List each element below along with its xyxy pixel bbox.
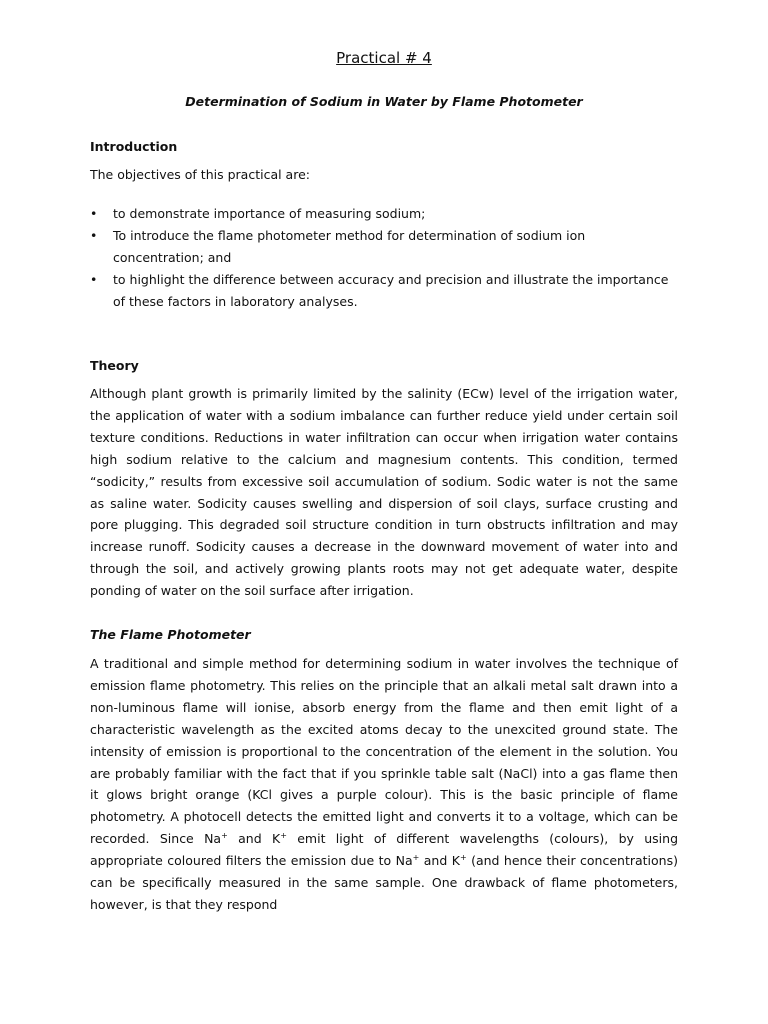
superscript-plus: + <box>459 853 467 862</box>
list-item <box>90 203 678 225</box>
paragraph-text: and K <box>227 831 281 847</box>
superscript-plus: + <box>221 831 228 841</box>
list-item-text: to demonstrate importance of measuring sodium; <box>113 206 426 221</box>
introduction-heading: Introduction <box>90 139 178 154</box>
paragraph-text: (and hence their concentrations) can be specifically measured in the same sample. One drawback of flame photometers, however, is that they respond <box>90 853 678 912</box>
list-item-text: to highlight the difference between accuracy and precision and illustrate the importance of these factors in laboratory analyses. <box>113 271 669 309</box>
page-subtitle: Determination of Sodium in Water by Flame Photometer <box>185 94 583 109</box>
theory-paragraph: Although plant growth is primarily limited by the salinity (ECw) level of the irrigation water, the application of water with a sodium imbalance can further reduce yield under certain soil texture conditions. Reductions in water infiltration can occur when irrigation water contains high sodium relative to the calcium and magnesium contents. This condition, termed “sodicity,” results from excessive soil accumulation of sodium. Sodic water is not the same as saline water. Sodicity causes swelling and dispersion of soil clays, surface crusting and pore plugging. This degraded soil structure condition in turn obstructs infiltration and may increase runoff. Sodicity causes a decrease in the downward movement of water into and through the soil, and actively growing plants roots may not get adequate water, despite ponding of water on the soil surface after irrigation. <box>90 386 678 599</box>
theory-heading: Theory <box>90 358 139 373</box>
paragraph-text: A traditional and simple method for determining sodium in water involves the technique of emission flame photometry. This relies on the principle that an alkali metal salt drawn into a non-luminous flame will ionise, absorb energy from the flame and then emit light of a characteristic wavelength as the excited atoms decay to the unexcited ground state. The intensity of emission is proportional to the concentration of the element in the solution. You are probably familiar with the fact that if you sprinkle table salt (NaCl) into a gas flame then it glows bright orange (KCl gives a purple colour). This is the basic principle of flame photometry. A photocell detects the emitted light and converts it to a voltage, which can be recorded. Since Na <box>90 656 678 847</box>
introduction-lead: The objectives of this practical are: <box>90 167 310 182</box>
list-item-text: To introduce the flame photometer method for determination of sodium ion concentration; and <box>113 227 586 265</box>
flame-photometer-heading: The Flame Photometer <box>90 627 251 642</box>
bullet-icon: • <box>90 206 98 221</box>
bullet-icon: • <box>90 271 98 287</box>
list-item <box>90 225 678 269</box>
flame-photometer-paragraph <box>90 653 678 916</box>
paragraph-text: and K <box>419 853 460 869</box>
bullet-icon: • <box>90 227 98 243</box>
superscript-plus: + <box>280 831 287 841</box>
objectives-list <box>90 203 678 313</box>
paragraph-text: emit light of different wavelengths (colours), by using appropriate coloured filters the emission due to Na <box>90 831 679 869</box>
page-title: Practical # 4 <box>336 49 432 67</box>
superscript-plus: + <box>412 853 420 862</box>
list-item <box>90 269 678 313</box>
